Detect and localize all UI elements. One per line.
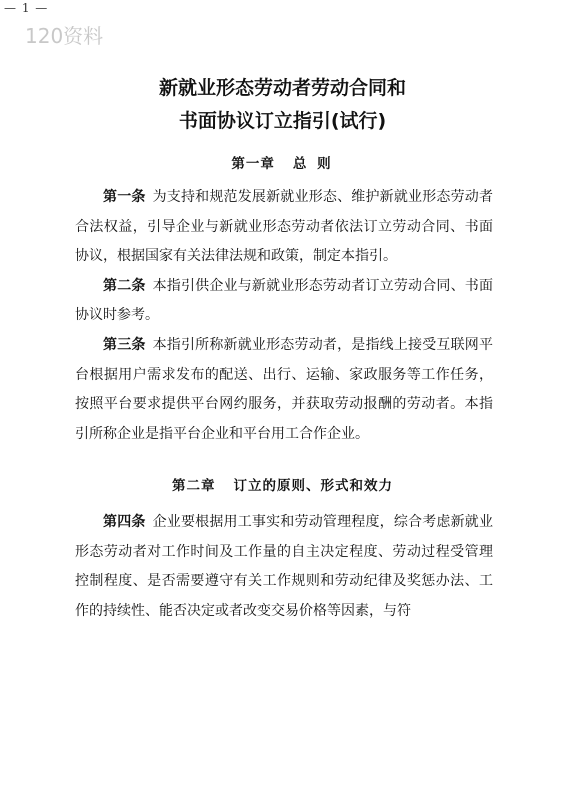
article-4-text: 企业要根据用工事实和劳动管理程度，综合考虑新就业形态劳动者对工作时间及工作量的自主决定程度、劳动过程受管理控制程度、是否需要遵守有关工作规则和劳动纪律及奖惩办法、工作的持续性、能否决定或者改变交易价格等因素，与符 <box>75 514 493 619</box>
title-line-1: 新就业形态劳动者劳动合同和 <box>158 77 406 99</box>
chapter-1-heading <box>0 152 565 172</box>
chapter-2-heading <box>0 474 565 494</box>
chapter-1-body <box>75 183 493 449</box>
article-1-label: 第一条 <box>103 189 146 205</box>
article-3-label: 第三条 <box>103 336 146 353</box>
watermark: 120资料 <box>25 24 104 48</box>
article-4 <box>75 508 493 626</box>
chapter-2-number: 第二章 <box>172 478 216 494</box>
article-2 <box>75 272 493 331</box>
page-number: — 1 — <box>4 1 49 15</box>
chapter-1-number: 第一章 <box>231 156 275 172</box>
chapter-2-title: 订立的原则、形式和效力 <box>233 478 393 494</box>
article-1-text: 为支持和规范发展新就业形态、维护新就业形态劳动者合法权益，引导企业与新就业形态劳动者依法订立劳动合同、书面协议，根据国家有关法律法规和政策，制定本指引。 <box>75 189 493 265</box>
article-3 <box>75 331 493 449</box>
chapter-2-body <box>75 508 493 626</box>
document-title <box>0 72 565 138</box>
chapter-1-title: 总 则 <box>292 156 334 172</box>
title-line-2: 书面协议订立指引(试行) <box>178 110 387 132</box>
article-2-label: 第二条 <box>103 277 146 294</box>
article-4-label: 第四条 <box>103 514 146 530</box>
article-1 <box>75 183 493 272</box>
article-2-text: 本指引供企业与新就业形态劳动者订立劳动合同、书面协议时参考。 <box>75 277 493 324</box>
article-3-text: 本指引所称新就业形态劳动者，是指线上接受互联网平台根据用户需求发布的配送、出行、运输、家政服务等工作任务，按照平台要求提供平台网约服务，并获取劳动报酬的劳动者。本指引所称企业是指平台企业和平台用工合作企业。 <box>75 336 493 442</box>
